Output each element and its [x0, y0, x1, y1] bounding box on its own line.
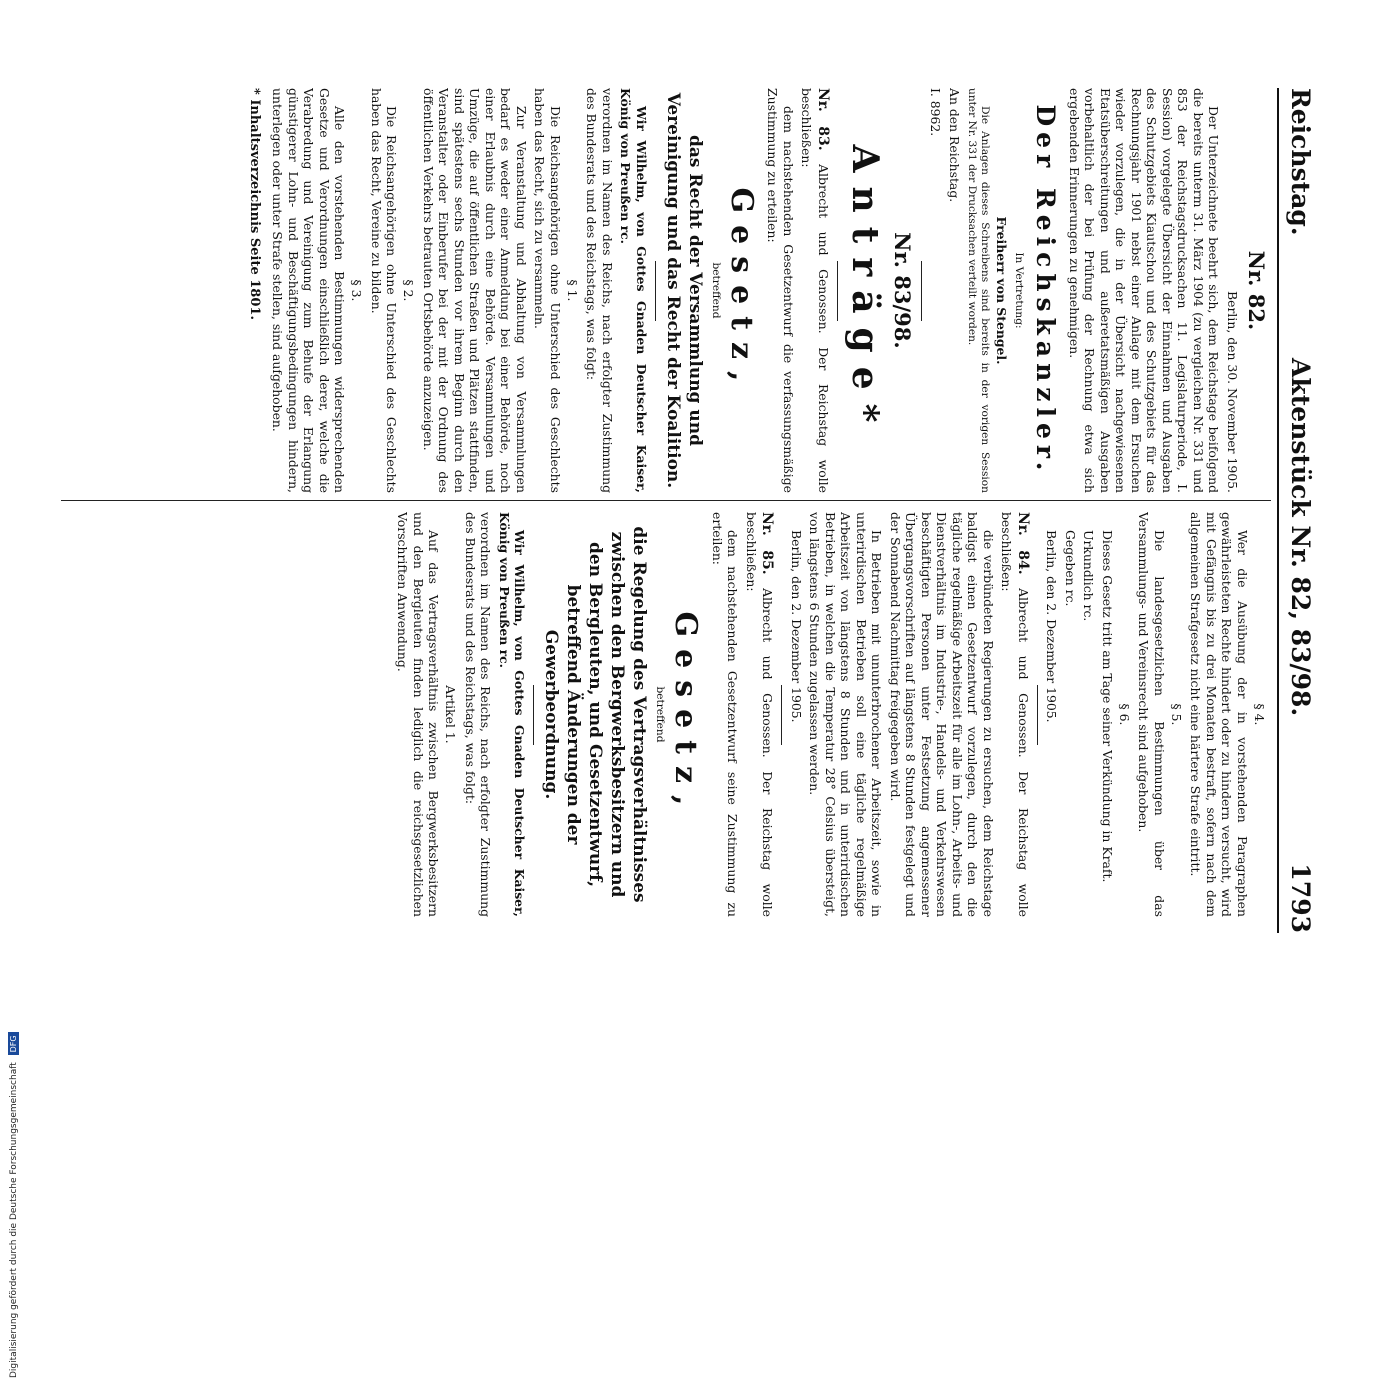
urkundlich: Urkundlich rc.: [1081, 530, 1097, 622]
divider: [782, 685, 783, 745]
wir-wilhelm: Wir Wilhelm, von Gottes Gnaden Deutscher Kaiser, König von Preußen rc.: [618, 88, 649, 493]
nr82-heading: Nr. 82.: [1244, 250, 1269, 331]
gegeben: Gegeben rc.: [1063, 530, 1078, 607]
artikel-1-text: Auf das Vertragsverhältnis zwischen Bergwerksbesitzern und den Bergleuten finden lediglich die reichsgesetzlichen Vorschriften Anwendung.: [395, 512, 442, 917]
gesetz-heading: Gesetz,: [724, 187, 759, 394]
paragraph-4: § 4.: [1252, 703, 1267, 726]
nr8398-heading: Nr. 83/98.: [890, 232, 915, 349]
wir-wilhelm-2: Wir Wilhelm, von Gottes Gnaden Deutscher Kaiser, König von Preußen rc.: [497, 512, 528, 917]
page-number: 1793: [1286, 863, 1315, 933]
nr83-label: Nr. 83.: [815, 88, 831, 151]
law-title: das Recht der Versammlung und Vereinigung und das Recht der Koalition.: [663, 92, 705, 489]
law-title-2: die Regelung des Vertragsverhältnisses zwischen den Bergwerksbesitzern und den Bergleuten, und Gesetzentwurf, betreffend Änderungen der Gewerbeordnung.: [541, 526, 650, 903]
reference: I. 8962.: [928, 88, 944, 137]
digitization-credit: [8, 1032, 19, 1378]
paragraph-1: § 1.: [565, 279, 580, 302]
betreffend-2: betreffend: [654, 686, 667, 743]
column-divider: [61, 500, 1271, 501]
paragraph-3: § 3.: [349, 279, 365, 302]
divider: [1037, 685, 1038, 745]
date-2: Berlin, den 2. Dezember 1905.: [789, 530, 804, 723]
nr84-label: Nr. 84.: [1015, 512, 1031, 575]
credit-text: Digitalisierung gefördert durch die Deutsche Forschungsgemeinschaft: [9, 1062, 19, 1378]
paragraph-4-text: Wer die Ausübung der in vorstehenden Paragraphen gewährleisteten Rechte hindert oder zu hindern versucht, wird mit Gefängnis bis zu drei Monaten bestraft, sofern nach dem allgemeinen Strafgesetz nicht eine härtere Strafe eintritt.: [1188, 512, 1250, 917]
paragraph-1-text-b: Zur Veranstaltung und Abhaltung von Versammlungen bedarf es weder einer Anmeldung bei einer Behörde, noch einer Erlaubnis durch eine Behörde. Versammlungen und Umzüge, die auf öffentlichen Straßen und Plätzen stattfinden, sind spätestens sechs Stunden vor ihrem Beginn durch den Veranstalter oder Einberufer bei der mit der Ordnung des öffentlichen Verkehrs betrauten Ortsbehörde anzuzeigen.: [421, 88, 529, 493]
divider: [921, 261, 922, 321]
nr85-text2: dem nachstehenden Gesetzentwurf seine Zustimmung zu erteilen:: [710, 512, 741, 917]
dfg-logo: DFG: [8, 1032, 19, 1055]
nr84-body-a: die verbündeten Regierungen zu ersuchen, dem Reichstage baldigst einen Gesetzentwurf vorzulegen, durch den die tägliche regelmäßige Arbeitszeit für alle im Lohn-, Arbeits- und Dienstverhältnis im Industrie-, Handels- und Verkehrswesen beschäftigten Personen unter Festsetzung angemessener Übergangsvorschriften auf längstens 8 Stunden festgelegt und der Sonnabend Nachmittag freigegeben wird.: [888, 512, 996, 917]
gesetz-heading-2: Gesetz,: [668, 611, 704, 818]
nr83-text: Albrecht und Genossen. Der Reichstag wolle beschließen:: [799, 88, 831, 493]
paragraph-2-text: Die Reichsangehörigen ohne Unterschied des Geschlechts haben das Recht, Vereine zu bilden.: [369, 88, 400, 493]
divider: [534, 685, 535, 745]
footnote: * Inhaltsverzeichnis Seite 1801.: [247, 88, 262, 320]
addressee: An den Reichstag.: [947, 88, 962, 203]
divider: [655, 261, 656, 321]
vertretung: In Vertretung:: [1013, 252, 1026, 329]
right-column: [61, 512, 1271, 917]
artikel-1: Artikel 1.: [443, 685, 459, 744]
nr82-date: Berlin, den 30. November 1905.: [1225, 291, 1240, 493]
paragraph-3-text: Alle den vorstehenden Bestimmungen widersprechenden Gesetze und Verordnungen einschließlich derer, welche die Verabredung und Vereinigung zum Behufe der Erlangung günstigerer Lohn- und Beschäftigungsbedingungen hindern, unterlegen oder unter Strafe stellen, sind aufgehoben.: [270, 88, 348, 493]
header-left: Reichstag.: [1286, 88, 1315, 236]
verordnen: verordnen im Namen des Reichs, nach erfolgter Zustimmung des Bundesrats und des Reichstags, was folgt:: [584, 88, 615, 493]
nr83-text2: dem nachstehenden Gesetzentwurf die verfassungsmäßige Zustimmung zu erteilen:: [765, 88, 796, 493]
verordnen-2: verordnen im Namen des Reichs, nach erfolgter Zustimmung des Bundesrats und des Reichstags, was folgt:: [463, 512, 494, 917]
nr84-text: Albrecht und Genossen. Der Reichstag wolle beschließen:: [999, 512, 1031, 917]
signer: Freiherr von Stengel.: [994, 216, 1010, 365]
paragraph-6: § 6.: [1117, 703, 1132, 726]
antraege-heading: Anträge*: [844, 144, 886, 437]
header-rule: [1277, 88, 1279, 933]
paragraph-2: § 2.: [401, 279, 417, 302]
nr84-body-b: In Betrieben mit ununterbrochener Arbeitszeit, sowie in unterirdischen Betrieben soll eine tägliche regelmäßige Arbeitszeit von längstens 8 Stunden und in unterirdischen Betrieben, in welchen die Temperatur 28° Celsius übersteigt, von längstens 6 Stunden zugelassen werden.: [807, 512, 885, 917]
paragraph-5-text: Die landesgesetzlichen Bestimmungen über das Versammlungs- und Vereinsrecht sind aufgehoben.: [1136, 512, 1167, 917]
left-column: [61, 88, 1271, 493]
anlagen-note: Die Anlagen dieses Schreibens sind bereits in der vorigen Session unter Nr. 331 der Drucksachen verteilt worden.: [966, 88, 991, 493]
paragraph-5: § 5.: [1169, 703, 1184, 726]
reichskanzler-heading: Der Reichskanzler.: [1031, 104, 1061, 477]
date-1: Berlin, den 2. Dezember 1905.: [1044, 530, 1060, 723]
paragraph-6-text: Dieses Gesetz tritt am Tage seiner Verkündung in Kraft.: [1100, 530, 1115, 883]
header-center: Aktenstück Nr. 82, 83/98.: [1286, 358, 1315, 717]
paragraph-1-text-a: Die Reichsangehörigen ohne Unterschied des Geschlechts haben das Recht, sich zu versammeln.: [532, 88, 563, 493]
running-header: [1279, 88, 1323, 933]
nr85-label: Nr. 85.: [759, 512, 776, 575]
divider: [837, 261, 838, 321]
nr82-text: Der Unterzeichnete beehrt sich, dem Reichstage beifolgend die bereits unterm 31. März 1904 (zu vergleichen Nr. 331 und 853 der Reichstagsdrucksachen 11. Legislaturperiode, I. Session) vorgelegte Übersicht der Einnahmen und Ausgaben des Schutzgebiets Kiautschou und des Schutzgebiets für das Rechnungsjahr 1901 nebst einer Anlage mit dem Ersuchen wieder vorzulegen, die in der Übersicht nachgewiesenen Etatsüberschreitungen und außeretatsmäßigen Ausgaben vorbehaltlich der bei Prüfung der Rechnung etwa sich ergebenden Erinnerungen zu genehmigen.: [1067, 88, 1222, 493]
nr85-text: Albrecht und Genossen. Der Reichstag wolle beschließen:: [744, 512, 776, 917]
betreffend: betreffend: [710, 262, 722, 319]
